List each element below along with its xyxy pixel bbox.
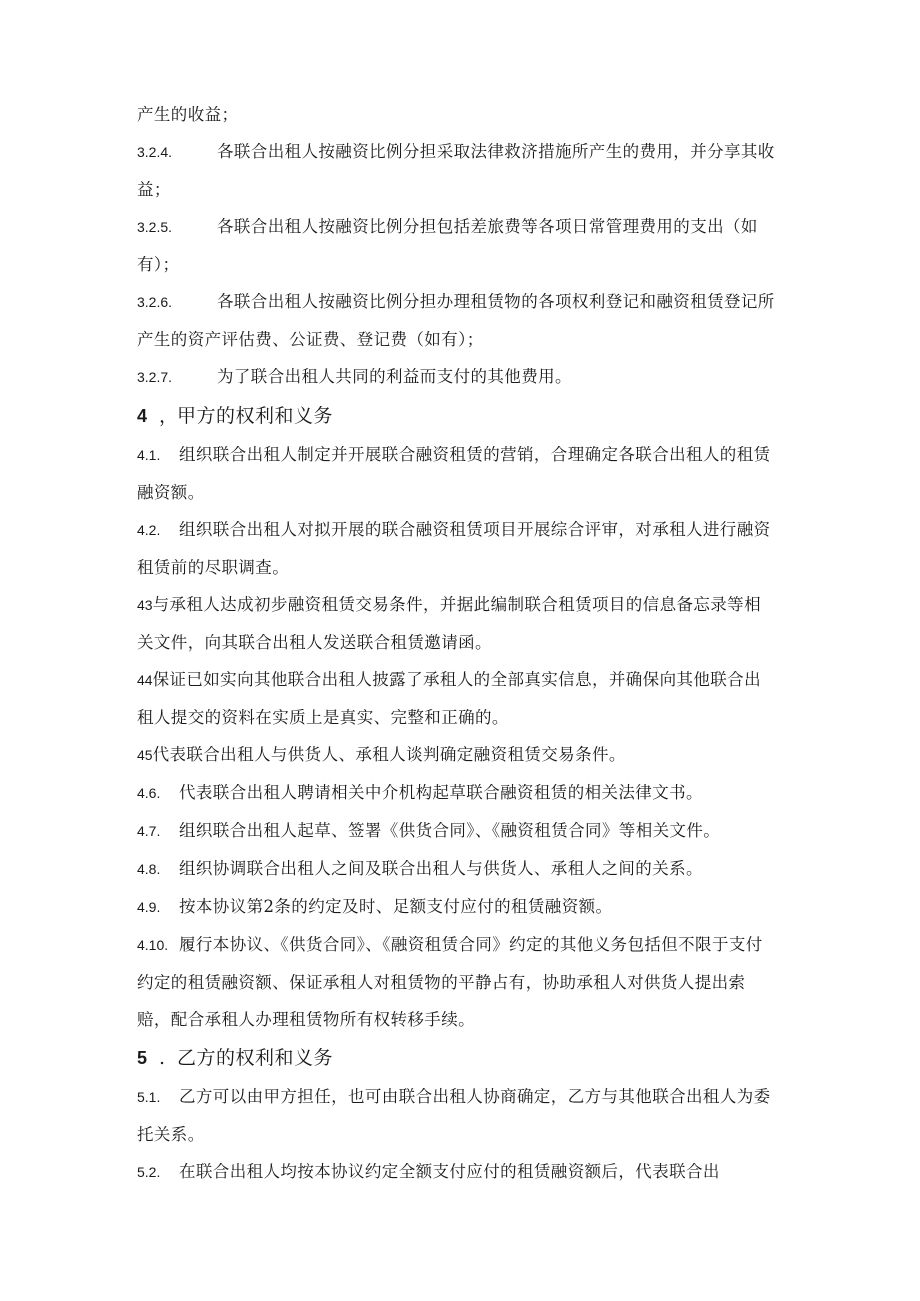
clause-paragraph (137, 1153, 777, 1191)
clause-paragraph (137, 208, 777, 283)
clause-paragraph (137, 96, 777, 133)
section-number: 5 (137, 1048, 148, 1068)
clause-paragraph (137, 283, 777, 358)
clause-text: 乙方可以由甲方担任，也可由联合出租人协商确定，乙方与其他联合出租人为委托关系。 (137, 1087, 771, 1144)
clause-paragraph (137, 812, 777, 850)
clause-number: 45 (137, 747, 153, 763)
clause-paragraph (137, 1078, 777, 1153)
document-page (137, 96, 777, 1191)
clause-number: 4.7. (137, 823, 161, 839)
clause-paragraph (137, 926, 777, 1038)
clause-paragraph (137, 774, 777, 812)
clause-text: 在联合出租人均按本协议约定全额支付应付的租赁融资额后，代表联合出 (179, 1162, 720, 1181)
clause-text: 代表联合出租人聘请相关中介机构起草联合融资租赁的相关法律文书。 (179, 783, 703, 802)
clause-number: 3.2.7. (137, 369, 173, 385)
clause-text: 各联合出租人按融资比例分担办理租赁物的各项权利登记和融资租赁登记所产生的资产评估费、公证费、登记费（如有）； (137, 292, 775, 349)
section-separator: ， (159, 405, 179, 427)
section-title: 乙方的权利和义务 (177, 1047, 334, 1069)
clause-number: 43 (137, 597, 153, 613)
clause-text: 各联合出租人按融资比例分担采取法律救济措施所产生的费用，并分享其收益； (137, 142, 775, 199)
clause-paragraph (137, 661, 777, 736)
clause-text: 组织联合出租人对拟开展的联合融资租赁项目开展综合评审，对承租人进行融资租赁前的尽职调查。 (137, 520, 771, 577)
clause-paragraph (137, 436, 777, 511)
clause-text: 组织协调联合出租人之间及联合出租人与供货人、承租人之间的关系。 (179, 859, 703, 878)
section-heading (137, 396, 777, 436)
clause-text: 按本协议第2条的约定及时、足额支付应付的租赁融资额。 (179, 897, 613, 916)
clause-number: 3.2.6. (137, 294, 173, 310)
clause-number: 4.2. (137, 522, 161, 538)
clause-number: 3.2.4. (137, 144, 173, 160)
clause-paragraph (137, 133, 777, 208)
clause-number: 4.9. (137, 899, 161, 915)
section-heading (137, 1038, 777, 1078)
section-number: 4 (137, 406, 148, 426)
clause-number: 44 (137, 672, 153, 688)
clause-number: 5.2. (137, 1164, 161, 1180)
clause-text: 为了联合出租人共同的利益而支付的其他费用。 (217, 367, 572, 386)
section-title: 甲方的权利和义务 (177, 405, 334, 427)
clause-text: 与承租人达成初步融资租赁交易条件，并据此编制联合租赁项目的信息备忘录等相关文件，向其联合出租人发送联合租赁邀请函。 (137, 595, 761, 652)
clause-text: 各联合出租人按融资比例分担包括差旅费等各项日常管理费用的支出（如有）； (137, 217, 758, 274)
clause-text: 组织联合出租人制定并开展联合融资租赁的营销，合理确定各联合出租人的租赁融资额。 (137, 445, 771, 502)
clause-number: 4.8. (137, 861, 161, 877)
clause-text: 组织联合出租人起草、签署《供货合同》、《融资租赁合同》等相关文件。 (179, 821, 721, 840)
clause-paragraph (137, 736, 777, 774)
clause-paragraph (137, 586, 777, 661)
clause-text: 保证已如实向其他联合出租人披露了承租人的全部真实信息，并确保向其他联合出租人提交的资料在实质上是真实、完整和正确的。 (137, 670, 761, 727)
clause-paragraph (137, 888, 777, 926)
clause-text: 产生的收益； (137, 105, 239, 124)
clause-number: 4.6. (137, 785, 161, 801)
clause-paragraph (137, 850, 777, 888)
clause-number: 4.1. (137, 447, 161, 463)
clause-number: 3.2.5. (137, 219, 173, 235)
clause-paragraph (137, 511, 777, 586)
clause-number: 5.1. (137, 1089, 161, 1105)
clause-paragraph (137, 358, 777, 396)
clause-text: 履行本协议、《供货合同》、《融资租赁合同》约定的其他义务包括但不限于支付约定的租赁融资额、保证承租人对租赁物的平静占有，协助承租人对供货人提出索赔，配合承租人办理租赁物所有权转移手续。 (137, 935, 763, 1029)
clause-number: 4.10. (137, 937, 169, 953)
section-separator: . (159, 1047, 166, 1069)
clause-text: 代表联合出租人与供货人、承租人谈判确定融资租赁交易条件。 (152, 745, 626, 764)
